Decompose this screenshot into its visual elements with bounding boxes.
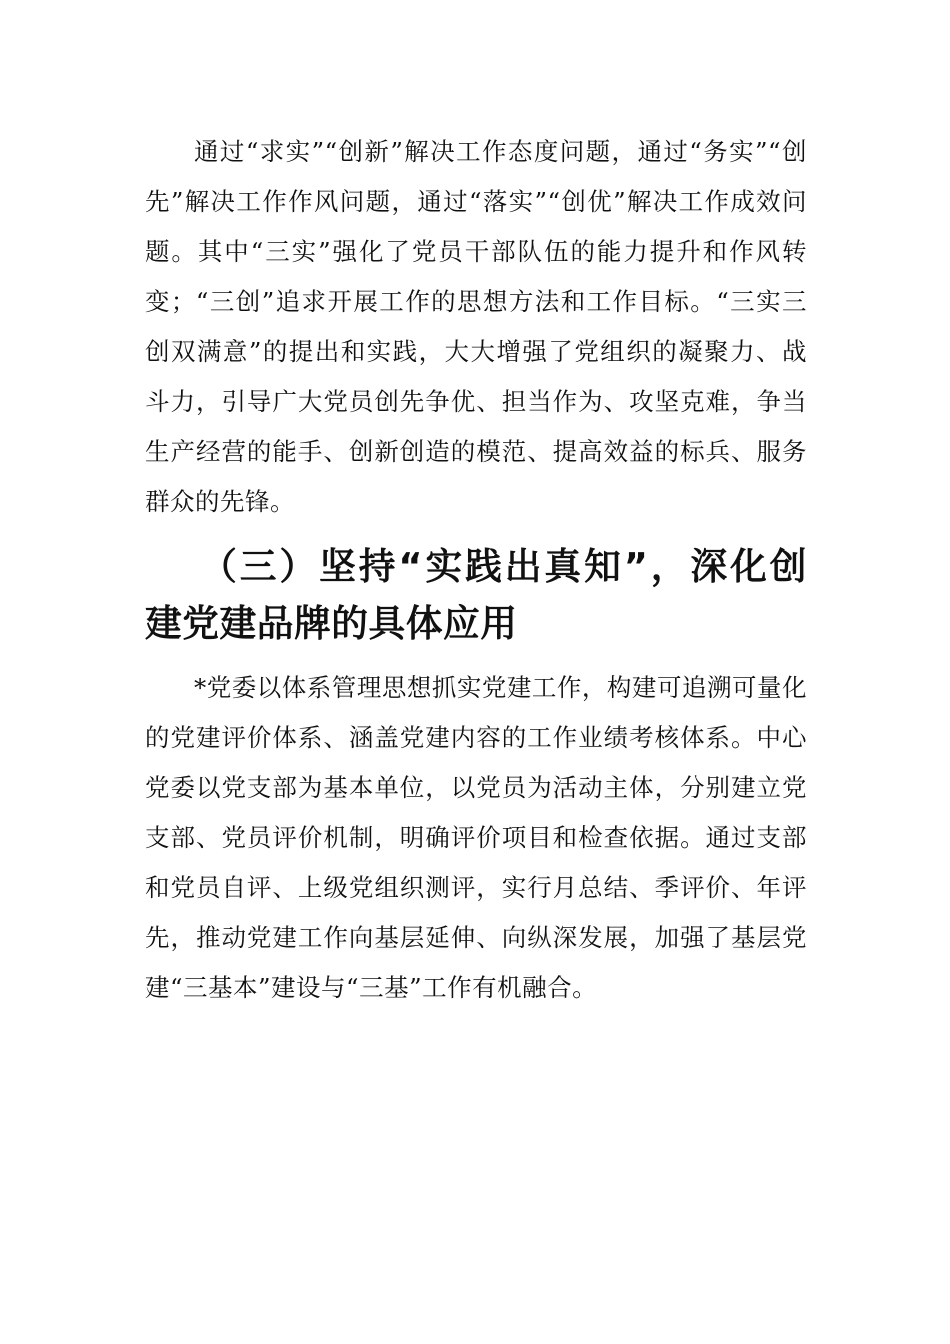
section-paragraph-1: *党委以体系管理思想抓实党建工作，构建可追溯可量化的党建评价体系、涵盖党建内容的工作业绩考核体系。中心党委以党支部为基本单位，以党员为活动主体，分别建立党支部、党员评价机制，明确评价项目和检查依据。通过支部和党员自评、上级党组织测评，实行月总结、季评价、年评先，推动党建工作向基层延伸、向纵深发展，加强了基层党建“三基本”建设与“三基”工作有机融合。 (145, 673, 807, 1002)
document-body (145, 127, 807, 1013)
body-paragraph-1: 通过“求实”“创新”解决工作态度问题，通过“务实”“创先”解决工作作风问题，通过“落实”“创优”解决工作成效问题。其中“三实”强化了党员干部队伍的能力提升和作风转变；“三创”追求开展工作的思想方法和工作目标。“三实三创双满意”的提出和实践，大大增强了党组织的凝聚力、战斗力，引导广大党员创先争优、担当作为、攻坚克难，争当生产经营的能手、创新创造的模范、提高效益的标兵、服务群众的先锋。 (145, 137, 807, 516)
section-heading: （三）坚持“实践出真知”，深化创建党建品牌的具体应用 (145, 545, 807, 645)
